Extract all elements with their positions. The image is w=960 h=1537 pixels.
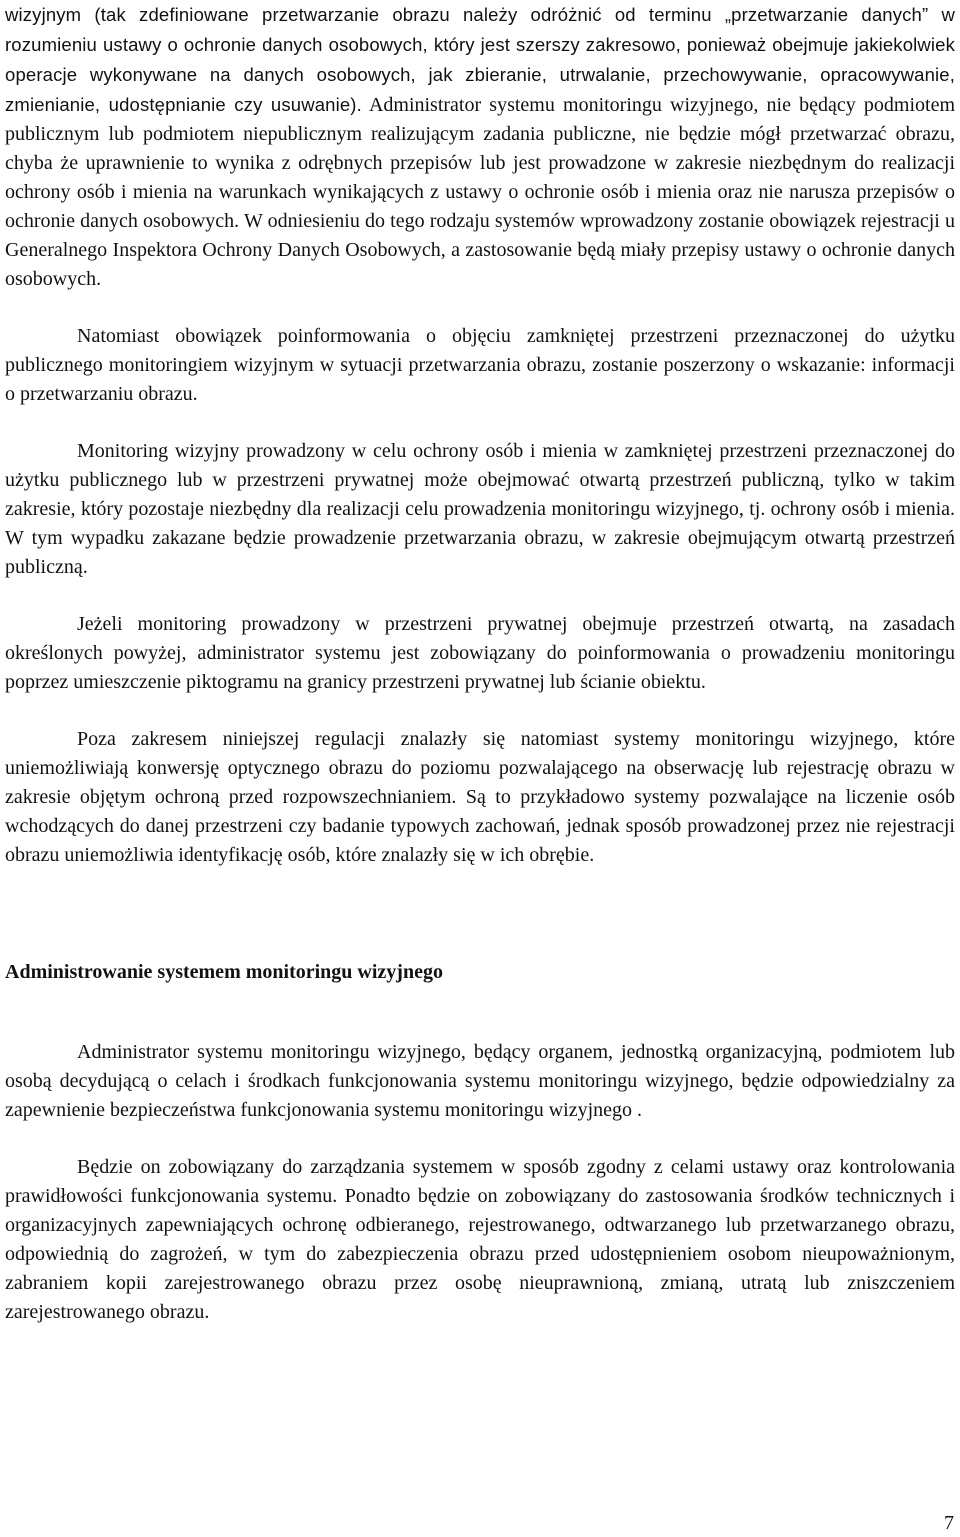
paragraph-4: Jeżeli monitoring prowadzony w przestrzeni prywatnej obejmuje przestrzeń otwartą, na zasadach określonych powyżej, administrator systemu jest zobowiązany do poinformowania o prowadzeniu monitoringu poprzez umieszczenie piktogramu na granicy przestrzeni prywatnej lub ścianie obiektu. — [5, 613, 955, 693]
paragraph-1-sans-segment: wizyjnym (tak zdefiniowane przetwarzanie obrazu należy odróżnić od terminu „przetwarzanie danych” w rozumieniu ustawy o ochronie danych osobowych, który jest szerszy zakresowo, ponieważ obejmuje jakiekolwiek operacje wykonywane na danych osobowych, jak zbieranie, utrwalanie, przechowywanie, opracowywanie, zmienianie, udostępnianie czy usuwanie). — [5, 4, 955, 115]
paragraph-5: Poza zakresem niniejszej regulacji znalazły się natomiast systemy monitoringu wizyjnego, które uniemożliwiają konwersję optycznego obrazu do poziomu pozwalającego na obserwację lub rejestrację obrazu w zakresie objętym ochroną przed rozpowszechnianiem. Są to przykładowo systemy pozwalające na liczenie osób wchodzących do danej przestrzeni czy badanie typowych zachowań, jednak sposób prowadzonej przez nie rejestracji obrazu uniemożliwia identyfikację osób, które znalazły się w ich obrębie. — [5, 728, 955, 866]
section-heading: Administrowanie systemem monitoringu wizyjnego — [5, 961, 443, 983]
section-paragraph-2: Będzie on zobowiązany do zarządzania systemem w sposób zgodny z celami ustawy oraz kontrolowania prawidłowości funkcjonowania systemu. Ponadto będzie on zobowiązany do zastosowania środków technicznych i organizacyjnych zapewniających ochronę odbieranego, rejestrowanego, odtwarzanego lub przetwarzanego obrazu, odpowiednią do zagrożeń, w tym do zabezpieczenia obrazu przed udostępnieniem osobom nieupoważnionym, zabraniem kopii zarejestrowanego obrazu przez osobę nieuprawnioną, zmianą, utratą lub zniszczeniem zarejestrowanego obrazu. — [5, 1156, 955, 1323]
paragraph-1 — [5, 0, 955, 294]
page-number: 7 — [944, 1512, 954, 1534]
paragraph-1-serif-segment: Administrator systemu monitoringu wizyjnego, nie będący podmiotem publicznym lub podmiotem niepublicznym realizującym zadania publiczne, nie będzie mógł przetwarzać obrazu, chyba że uprawnienie to wynika z odrębnych przepisów lub jest prowadzone w zakresie niezbędnym do realizacji ochrony osób i mienia na warunkach wynikających z ustawy o ochronie osób i mienia oraz nie narusza przepisów o ochronie danych osobowych. W odniesieniu do tego rodzaju systemów wprowadzony zostanie obowiązek rejestracji u Generalnego Inspektora Ochrony Danych Osobowych, a zastosowanie będą miały przepisy ustawy o ochronie danych osobowych. — [5, 94, 955, 290]
document-page — [5, 0, 955, 1537]
section-paragraph-1: Administrator systemu monitoringu wizyjnego, będący organem, jednostką organizacyjną, podmiotem lub osobą decydującą o celach i środkach funkcjonowania systemu monitoringu wizyjnego, będzie odpowiedzialny za zapewnienie bezpieczeństwa funkcjonowania systemu monitoringu wizyjnego . — [5, 1041, 955, 1121]
paragraph-3: Monitoring wizyjny prowadzony w celu ochrony osób i mienia w zamkniętej przestrzeni przeznaczonej do użytku publicznego lub w przestrzeni prywatnej może obejmować otwartą przestrzeń publiczną, tylko w takim zakresie, który pozostaje niezbędny dla realizacji celu prowadzenia monitoringu wizyjnego, tj. ochrony osób i mienia. W tym wypadku zakazane będzie prowadzenie przetwarzania obrazu, w zakresie obejmującym otwartą przestrzeń publiczną. — [5, 440, 955, 578]
paragraph-2: Natomiast obowiązek poinformowania o objęciu zamkniętej przestrzeni przeznaczonej do użytku publicznego monitoringiem wizyjnym w sytuacji przetwarzania obrazu, zostanie poszerzony o wskazanie: informacji o przetwarzaniu obrazu. — [5, 325, 955, 405]
